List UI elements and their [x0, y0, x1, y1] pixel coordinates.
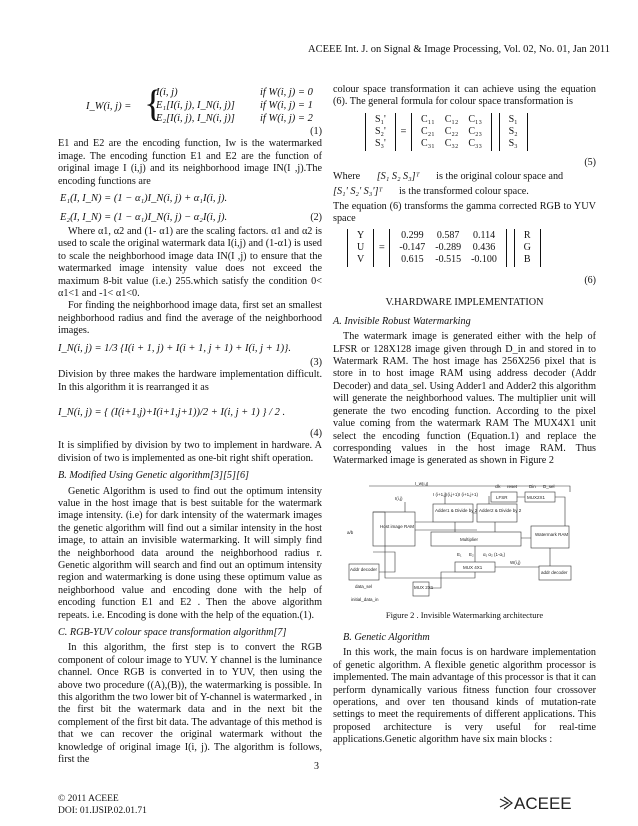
vec-entry: S₁	[508, 113, 518, 125]
matrix-entry: -0.289	[435, 242, 462, 254]
vector-expr: [S₁' S₂' S₃']ᵀ	[333, 186, 383, 198]
diagram-label: Watermark RAM	[535, 532, 569, 537]
where-text: is the transformed colour space.	[398, 186, 529, 198]
eq1-cases	[156, 86, 326, 125]
page-number: 3	[314, 761, 319, 772]
doi: DOI: 01.IJSIP.02.01.71	[58, 806, 147, 816]
eq4-number: (4)	[310, 427, 322, 439]
diagram-label: E₂	[469, 552, 474, 557]
matrix-entry: 0.299	[401, 230, 424, 242]
adder1-box	[433, 504, 473, 522]
eq3-number: (3)	[310, 356, 322, 368]
vec-entry: R	[523, 230, 531, 242]
architecture-diagram	[345, 482, 585, 605]
diagram-label: E₁	[457, 552, 462, 557]
paragraph: For finding the neighborhood image data, first set an smallest neighborhood radius and find the average of the neighborhood images.	[58, 300, 322, 337]
copyright: © 2011 ACEEE	[58, 794, 119, 804]
matrix-entry: C₂₃	[468, 125, 482, 137]
eq6-number: (6)	[584, 275, 596, 287]
eq1-number: (1)	[310, 126, 322, 137]
vec-entry: S₂'	[375, 125, 386, 137]
eq1-case-cond: if W(i, j) = 2	[260, 113, 313, 124]
diagram-label: W(i,j)	[510, 560, 521, 565]
eq2-number: (2)	[310, 212, 322, 224]
eq1-case-expr: E₂[I(i, j), I_N(i, j)]	[156, 113, 235, 124]
matrix-entry: C₃₁	[421, 137, 435, 149]
section-heading: B. Modified Using Genetic algorithm[3][5][6]	[58, 470, 250, 482]
diagram-label: Adder1 & Divide by 2	[435, 508, 478, 513]
diagram-label: I (i+1,j)	[433, 492, 447, 497]
matrix-entry: 0.615	[401, 254, 424, 266]
section-heading: C. RGB-YUV colour space transformation algorithm[7]	[58, 627, 287, 638]
diagram-label: MUX 2X1	[414, 585, 434, 590]
matrix-entry: C₁₃	[468, 113, 482, 125]
vector-expr: [S₁ S₂ S₃]ᵀ	[376, 170, 420, 182]
figure-caption: Figure 2 . Invisible Watermarking architecture	[385, 610, 544, 620]
right-column	[333, 84, 596, 468]
where-text: is the original colour space and	[436, 170, 564, 182]
paragraph: Division by three makes the hardware implementation difficult. In this algorithm it is rearranged it as	[58, 369, 322, 393]
adder2-box	[477, 504, 517, 522]
where-line	[333, 171, 596, 183]
eq1-case-cond: if W(i, j) = 0	[260, 87, 313, 98]
vec-entry: S₃	[508, 137, 518, 149]
diagram-label: MUX 4X1	[463, 565, 483, 570]
eq6-rhs-vector	[514, 229, 541, 267]
eq5-matrix	[411, 113, 492, 151]
equation-6: Y U V = 0.299 0.587 0.114 -0.147 -0.289 0.436 0.615 -0.515 -0.100 R G B (6)	[333, 229, 596, 283]
matrix-entry: C₂₂	[444, 125, 459, 137]
paragraph: E1 and E2 are the encoding function, Iw is the watermarked image. The encoding function E1 and E2 are the function of original image I (i,j) and its neighborhood image IN(I ,j).The encoding functions are	[58, 138, 322, 187]
eq6-lhs-vector	[347, 229, 374, 267]
paragraph: The equation (6) transforms the gamma corrected RGB to YUV space	[333, 200, 596, 225]
aceee-logo	[498, 793, 588, 813]
matrix-entry: C₁₁	[421, 113, 435, 125]
paragraph: It is simplified by division by two to implement in hardware. A division of two is implemented as one-bit right shift operation.	[58, 440, 322, 464]
diagram-label: addr decoder	[541, 570, 568, 575]
eq1-lhs: I_W(i, j) =	[86, 101, 132, 112]
equation-2b	[58, 211, 322, 224]
subsection-heading: B. Genetic Algorithm	[343, 632, 430, 643]
vec-entry: B	[523, 254, 531, 266]
running-header: ACEEE Int. J. on Signal & Image Processing, Vol. 02, No. 01, Jan 2011	[308, 44, 610, 55]
diagram-label: I (i,j+1)	[445, 492, 459, 497]
eq5-lhs-vector	[365, 113, 396, 151]
paragraph: In this work, the main focus is on hardware implementation of genetic algorithm. A flexible genetic algorithm processor is implemented. The main advantage of this processor is that it can perform dynamically various fitness function four crossover operations, and over ten thousand kinds of mutation-rate settings to meet the requirements of different applications. This proposed architecture is very useful for real-time applications.Genetic algorithm have six main blocks :	[333, 647, 596, 746]
equation-3: I_N(i, j) = 1/3 {I(i + 1, j) + I(i + 1, j + 1) + I(i, j + 1)}.	[58, 342, 291, 354]
vec-entry: S₂	[508, 125, 518, 137]
eq1-case-expr: I(i, j)	[156, 87, 178, 98]
matrix-entry: C₃₂	[444, 137, 459, 149]
diagram-label: I_w(i,j)	[415, 482, 429, 486]
matrix-entry: C₂₁	[421, 125, 435, 137]
eq1-brace: {	[144, 83, 163, 125]
vec-entry: V	[357, 254, 365, 266]
matrix-entry: -0.515	[435, 254, 462, 266]
diagram-label: a/b	[347, 530, 354, 535]
equation-1	[58, 83, 322, 128]
diagram-label: data_sel	[355, 584, 373, 589]
section-heading: V.HARDWARE IMPLEMENTATION	[385, 297, 544, 309]
diagram-label: Addr decoder	[350, 567, 378, 572]
diagram-label: clk	[495, 484, 501, 489]
eq1-case-cond: if W(i, j) = 1	[260, 100, 313, 111]
paragraph: The watermark image is generated either with the help of LFSR or 128X128 image given through D_in and stored in to Watermark RAM. The host image has 256X256 pixel that is store in to host image RAM using address decoder (Addr Decoder) and data_sel. Using Adder1 and Adder2 this algorithm will generate the neighborhood values. The multiplier unit will generate the two encoding function. According to the pixel value coming from the watermark RAM The MUX4X1 unit select the encoding function (Equation.1) and replace the corresponding values in the host image RAM. Thus Watermarked image is generated as shown in Figure 2	[333, 331, 596, 467]
host-ram-box	[373, 512, 415, 546]
diagram-label: reset	[507, 484, 518, 489]
vec-entry: G	[523, 242, 531, 254]
diagram-label: I(i,j)	[395, 496, 403, 501]
diagram-label: MUX2X1	[527, 495, 546, 500]
matrix-entry: C₁₂	[444, 113, 459, 125]
vec-entry: Y	[357, 230, 365, 242]
diagram-label: α₁ α₂ (1-α₁)	[483, 552, 506, 557]
vec-entry: S₃'	[375, 137, 386, 149]
matrix-entry: -0.147	[399, 242, 426, 254]
matrix-entry: 0.114	[472, 230, 496, 242]
subsection-heading: A. Invisible Robust Watermarking	[333, 315, 471, 327]
matrix-entry: C₃₃	[468, 137, 482, 149]
equation-2b-text: E₂(I, I_N) = (1 − α₁)I_N(i, j) − α₂I(i, j).	[60, 212, 228, 224]
diagram-label: I (i+1,j+1)	[459, 492, 479, 497]
eq1-case-expr: E₁[I(i, j), I_N(i, j)]	[156, 100, 235, 111]
equation-4: I_N(i, j) = { (I(i+1,j)+I(i+1,j+1))/2 + I(i, j + 1) } / 2 .	[58, 406, 286, 418]
diagram-label: LFSR	[496, 495, 508, 500]
equation-2a: E₁(I, I_N) = (1 − α₁)I_N(i, j) + α₁I(i, j).	[60, 193, 228, 205]
eq6-matrix	[389, 229, 507, 267]
left-column	[58, 84, 322, 766]
diagram-label: Din	[529, 484, 536, 489]
diagram-label: Host image RAM	[380, 524, 415, 529]
vec-entry: U	[357, 242, 365, 254]
footer	[58, 793, 147, 817]
where-text: Where	[333, 170, 361, 182]
diagram-label: Multiplier	[460, 537, 479, 542]
where-line	[333, 186, 596, 198]
eq5-rhs-vector	[499, 113, 528, 151]
paragraph: colour space transformation it can achieve using the equation (6). The general formula for colour space transformation is	[333, 84, 596, 108]
matrix-entry: 0.587	[436, 230, 460, 242]
eq5-number: (5)	[584, 156, 596, 168]
diagram-label: D_sel	[543, 484, 555, 489]
logo-arrow-icon	[500, 797, 512, 809]
paragraph: Where α1, α2 and (1- α1) are the scaling factors. α1 and α2 is used to scale the original watermark data I(i,j) and (1-α1) is used to scale the neighborhood image data IN(I ,j) to ensure that the watermarked image intensity value does not exceed the maximum 8-bit value (i.e.) 255.which satisfy the condition 0< α1<1 and -1< α1<0.	[58, 226, 322, 300]
paragraph: In this algorithm, the first step is to convert the RGB component of colour image to YUV. Y channel is the luminance channel. Once RGB is converted in to YUV, then using the above two procedure ((A),(B)), the watermarking is possible. In this algorithm the two lower bit of Y-channel is watermarked , in the first bit the watermark data and in the next bit the complement of the first bit data. The advantage of this method is that we can recover the original watermark without the knowledge of original image I(i, j). The algorithm is follows, first the	[58, 642, 322, 766]
vec-entry: S₁'	[375, 113, 386, 125]
logo-text: ACEEE	[514, 794, 572, 813]
equation-5: S₁' S₂' S₃' = C₁₁ C₁₂ C₁₃ C₂₁ C₂₂ C₂₃ C₃₁ C₃₂ C₃₃ S₁ S₂ S₃ (5)	[333, 113, 596, 165]
diagram-label: initial_data_in	[351, 597, 379, 602]
diagram-label: Adder2 & Divide by 2	[479, 508, 522, 513]
watermark-ram-box	[531, 526, 569, 548]
matrix-entry: -0.100	[471, 254, 497, 266]
right-column-lower	[333, 627, 596, 747]
paragraph: Genetic Algorithm is used to find out the optimum intensity value in the host image that is best suitable for the watermark image intensity. (i.e) for dark intensity of the watermark images the genetic algorithm will find out a similar intensity in the host image, to attain an invisible watermarking. It will simply find the neighborhood data around the neighborhood radius r. Genetic algorithm will search and find out an optimum intensity region and watermarking is done using these optimum value as neighborhood value and encoding done with the help of encoding function E1 and E2 . Then the above algorithm repeats. i.e. Encoding is done with the help of the equation.(1).	[58, 485, 322, 621]
matrix-entry: 0.436	[472, 242, 496, 254]
